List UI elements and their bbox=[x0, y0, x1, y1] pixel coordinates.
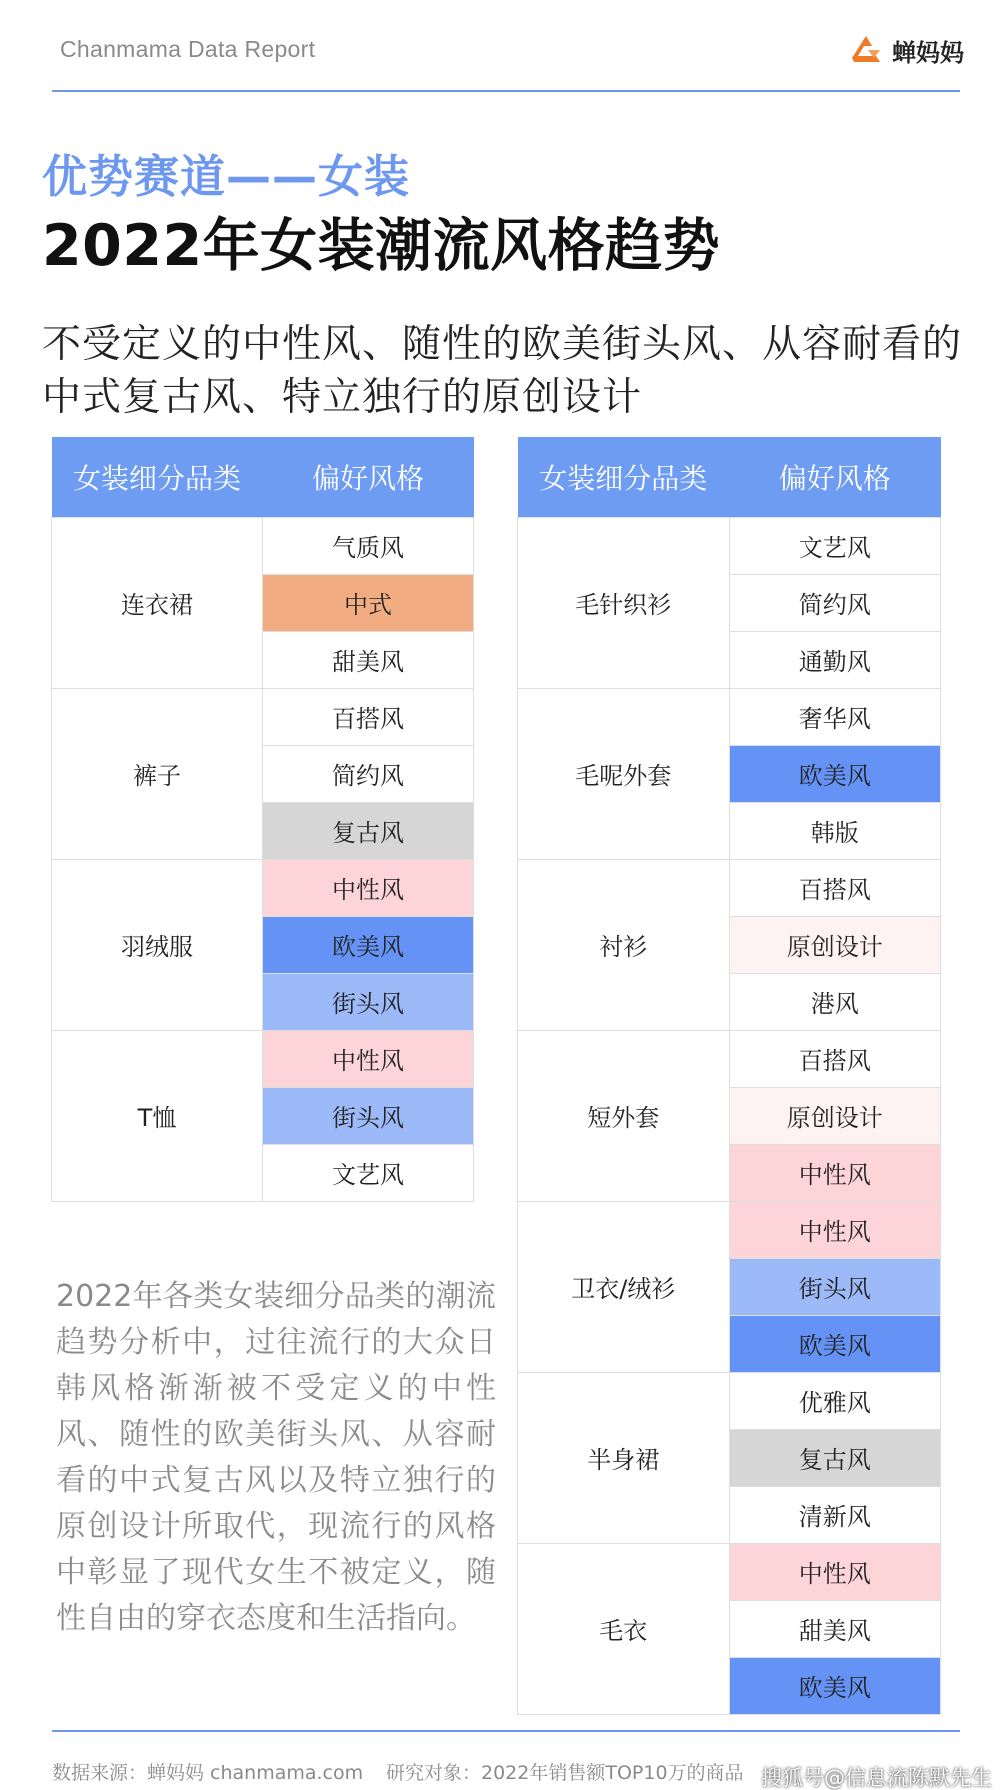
category-cell: 裤子 bbox=[52, 688, 263, 859]
style-cell: 欧美风 bbox=[729, 1657, 941, 1714]
table-row bbox=[518, 1372, 941, 1429]
table-body-right bbox=[518, 517, 941, 1714]
category-cell: 衬衫 bbox=[518, 859, 730, 1030]
footer-divider bbox=[52, 1730, 960, 1732]
style-cell: 文艺风 bbox=[263, 1144, 474, 1201]
style-cell: 优雅风 bbox=[729, 1372, 941, 1429]
style-table-left bbox=[51, 437, 474, 1202]
table-row bbox=[518, 859, 941, 916]
style-cell: 百搭风 bbox=[729, 859, 941, 916]
watermark: 搜狐号@信息流陈默先生 bbox=[761, 1766, 992, 1790]
category-cell: 连衣裙 bbox=[52, 517, 263, 688]
style-table-right bbox=[517, 437, 941, 1715]
brand-logo bbox=[846, 30, 964, 70]
table-row bbox=[52, 688, 474, 745]
table-row bbox=[518, 1030, 941, 1087]
style-cell: 简约风 bbox=[729, 574, 941, 631]
style-cell: 欧美风 bbox=[729, 745, 941, 802]
style-cell: 通勤风 bbox=[729, 631, 941, 688]
style-cell: 街头风 bbox=[263, 1087, 474, 1144]
style-cell: 欧美风 bbox=[263, 916, 474, 973]
header-style: 偏好风格 bbox=[263, 437, 474, 517]
footer-source: 数据来源：蝉妈妈 chanmama.com bbox=[52, 1762, 364, 1784]
category-cell: 半身裙 bbox=[518, 1372, 730, 1543]
report-name: Chanmama Data Report bbox=[60, 36, 316, 62]
table-row bbox=[52, 517, 474, 574]
style-cell: 港风 bbox=[729, 973, 941, 1030]
chanmama-logo-icon bbox=[846, 30, 886, 70]
style-cell: 奢华风 bbox=[729, 688, 941, 745]
style-cell: 百搭风 bbox=[729, 1030, 941, 1087]
style-cell: 复古风 bbox=[729, 1429, 941, 1486]
style-cell: 文艺风 bbox=[729, 517, 941, 574]
category-cell: T恤 bbox=[52, 1030, 263, 1201]
table-row bbox=[52, 1030, 474, 1087]
header-divider bbox=[52, 90, 960, 92]
style-cell: 气质风 bbox=[263, 517, 474, 574]
header-style: 偏好风格 bbox=[729, 437, 941, 517]
style-cell: 中性风 bbox=[729, 1144, 941, 1201]
style-cell: 原创设计 bbox=[729, 1087, 941, 1144]
summary-text: 2022年各类女装细分品类的潮流趋势分析中，过往流行的大众日韩风格渐渐被不受定义的中性风、随性的欧美街头风、从容耐看的中式复古风以及特立独行的原创设计所取代，现流行的风格中彰显了现代女生不被定义，随性自由的穿衣态度和生活指向。 bbox=[56, 1279, 496, 1636]
style-cell: 韩版 bbox=[729, 802, 941, 859]
table-row bbox=[518, 1543, 941, 1600]
style-cell: 清新风 bbox=[729, 1486, 941, 1543]
style-cell: 甜美风 bbox=[263, 631, 474, 688]
style-cell: 复古风 bbox=[263, 802, 474, 859]
table-row bbox=[52, 859, 474, 916]
page-subtitle: 不受定义的中性风、随性的欧美街头风、从容耐看的中式复古风、特立独行的原创设计 bbox=[42, 322, 963, 420]
style-cell: 街头风 bbox=[263, 973, 474, 1030]
table-row bbox=[518, 688, 941, 745]
table-body-left bbox=[52, 517, 474, 1201]
page-title: 2022年女装潮流风格趋势 bbox=[42, 213, 721, 279]
style-cell: 欧美风 bbox=[729, 1315, 941, 1372]
footer-scope: 研究对象：2022年销售额TOP10万的商品 bbox=[386, 1762, 744, 1784]
section-kicker: 优势赛道——女装 bbox=[42, 150, 411, 203]
header-category: 女装细分品类 bbox=[52, 437, 263, 517]
style-cell: 中性风 bbox=[729, 1201, 941, 1258]
table-row bbox=[518, 517, 941, 574]
table-row bbox=[518, 1201, 941, 1258]
style-cell: 中性风 bbox=[263, 859, 474, 916]
category-cell: 毛呢外套 bbox=[518, 688, 730, 859]
style-cell: 甜美风 bbox=[729, 1600, 941, 1657]
category-cell: 卫衣/绒衫 bbox=[518, 1201, 730, 1372]
category-cell: 短外套 bbox=[518, 1030, 730, 1201]
style-cell: 中性风 bbox=[263, 1030, 474, 1087]
style-cell: 简约风 bbox=[263, 745, 474, 802]
style-cell: 中性风 bbox=[729, 1543, 941, 1600]
style-cell: 街头风 bbox=[729, 1258, 941, 1315]
category-cell: 毛衣 bbox=[518, 1543, 730, 1714]
style-cell: 中式 bbox=[263, 574, 474, 631]
brand-name: 蝉妈妈 bbox=[892, 38, 964, 67]
header-category: 女装细分品类 bbox=[518, 437, 730, 517]
category-cell: 毛针织衫 bbox=[518, 517, 730, 688]
category-cell: 羽绒服 bbox=[52, 859, 263, 1030]
style-cell: 百搭风 bbox=[263, 688, 474, 745]
style-cell: 原创设计 bbox=[729, 916, 941, 973]
